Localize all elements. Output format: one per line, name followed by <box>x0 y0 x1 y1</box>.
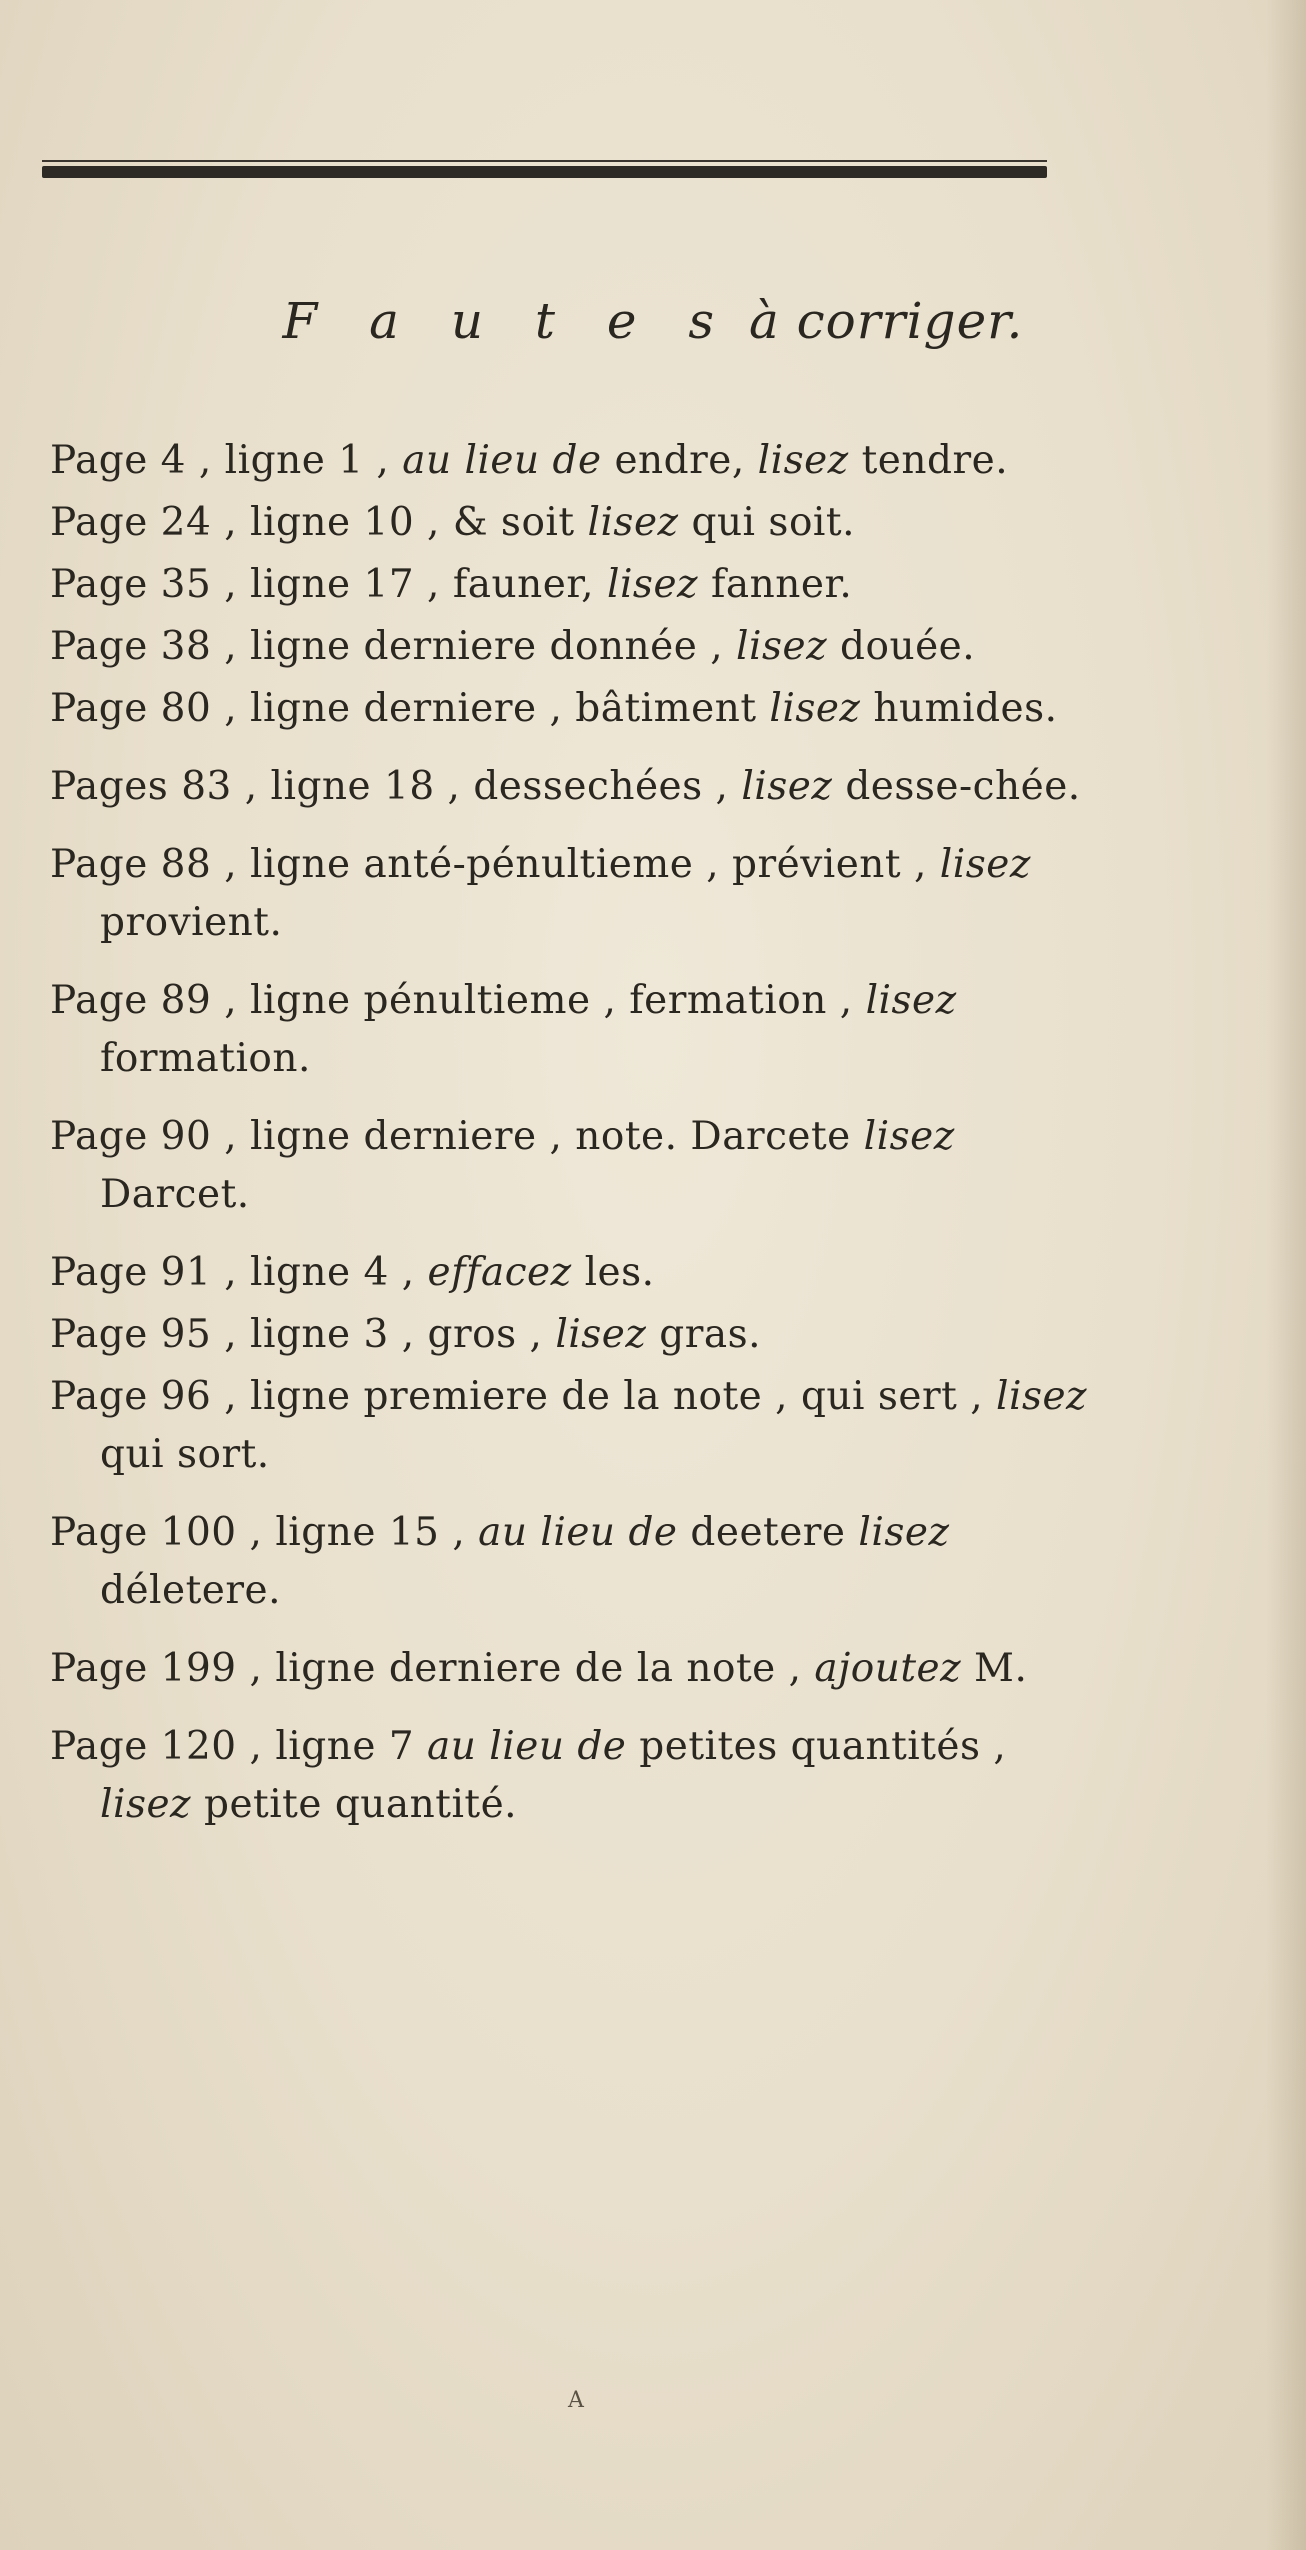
signature-mark: A <box>568 2388 584 2413</box>
title-caps: F a u t e s <box>282 292 733 350</box>
entry-text: formation. <box>100 1036 311 1081</box>
entry-italic: lisez <box>865 978 957 1023</box>
entry-italic: au lieu de <box>402 438 602 483</box>
entry-text: douée. <box>827 624 976 669</box>
errata-entry <box>50 618 1090 676</box>
errata-entry <box>50 1108 1090 1224</box>
page-title <box>0 292 1306 350</box>
entry-text: Page 38 , ligne derniere donnée , <box>50 624 737 669</box>
errata-list <box>50 432 1090 1854</box>
errata-entry <box>50 1368 1090 1484</box>
entry-italic: effacez <box>427 1250 572 1295</box>
errata-entry <box>50 758 1090 816</box>
entry-text: provient. <box>100 900 283 945</box>
entry-text: fanner. <box>698 562 853 607</box>
entry-text: tendre. <box>848 438 1009 483</box>
entry-text: Page 199 , ligne derniere de la note , <box>50 1646 815 1691</box>
entry-text: Page 89 , ligne pénultieme , fermation , <box>50 978 866 1023</box>
entry-italic: lisez <box>769 686 861 731</box>
header-rule <box>42 160 1047 182</box>
errata-entry <box>50 1718 1090 1834</box>
errata-entry <box>50 1306 1090 1364</box>
entry-italic: lisez <box>863 1114 955 1159</box>
entry-text: gras. <box>646 1312 762 1357</box>
errata-entry <box>50 1640 1090 1698</box>
entry-text: Page 95 , ligne 3 , gros , <box>50 1312 556 1357</box>
entry-text: Pages 83 , ligne 18 , dessechées , <box>50 764 742 809</box>
entry-text: Page 90 , ligne derniere , note. Darcete <box>50 1114 864 1159</box>
entry-text: petite quantité. <box>191 1782 518 1827</box>
entry-italic: lisez <box>757 438 849 483</box>
errata-entry <box>50 1504 1090 1620</box>
entry-text: qui soit. <box>678 500 855 545</box>
errata-entry <box>50 836 1090 952</box>
errata-entry <box>50 680 1090 738</box>
entry-italic: lisez <box>736 624 828 669</box>
entry-italic: lisez <box>587 500 679 545</box>
entry-text: petites quantités , <box>626 1724 1007 1769</box>
entry-text: desse-chée. <box>832 764 1081 809</box>
entry-text: qui sort. <box>100 1432 270 1477</box>
page-edge-shadow <box>1266 0 1306 2550</box>
entry-text: Page 4 , ligne 1 , <box>50 438 403 483</box>
entry-italic: lisez <box>939 842 1031 887</box>
entry-italic: lisez <box>996 1374 1088 1419</box>
entry-text: endre, <box>601 438 758 483</box>
entry-text: Page 91 , ligne 4 , <box>50 1250 428 1295</box>
errata-entry <box>50 494 1090 552</box>
entry-text: M. <box>961 1646 1028 1691</box>
header-rule-thin <box>42 160 1047 162</box>
entry-italic: lisez <box>555 1312 647 1357</box>
entry-italic: lisez <box>741 764 833 809</box>
entry-italic: au lieu de <box>478 1510 678 1555</box>
entry-text: deetere <box>677 1510 859 1555</box>
entry-italic: ajoutez <box>814 1646 962 1691</box>
entry-text: Page 24 , ligne 10 , & soit <box>50 500 588 545</box>
title-rest: à corriger. <box>748 292 1024 350</box>
entry-text: Page 88 , ligne anté-pénultieme , prévient , <box>50 842 940 887</box>
entry-italic: lisez <box>858 1510 950 1555</box>
errata-entry <box>50 1244 1090 1302</box>
entry-text: Darcet. <box>100 1172 250 1217</box>
entry-italic: lisez <box>606 562 699 607</box>
entry-text: Page 35 , ligne 17 , fauner, <box>50 562 607 607</box>
entry-text: humides. <box>860 686 1058 731</box>
entry-text: Page 96 , ligne premiere de la note , qui sert , <box>50 1374 997 1419</box>
entry-text: les. <box>571 1250 655 1295</box>
errata-entry <box>50 432 1090 490</box>
entry-italic: lisez <box>100 1782 192 1827</box>
entry-text: Page 100 , ligne 15 , <box>50 1510 479 1555</box>
header-rule-thick <box>42 166 1047 178</box>
entry-text: Page 80 , ligne derniere , bâtiment <box>50 686 770 731</box>
errata-entry <box>50 972 1090 1088</box>
entry-text: déletere. <box>100 1568 281 1613</box>
entry-text: Page 120 , ligne 7 <box>50 1724 428 1769</box>
entry-italic: au lieu de <box>427 1724 627 1769</box>
errata-entry <box>50 556 1090 614</box>
